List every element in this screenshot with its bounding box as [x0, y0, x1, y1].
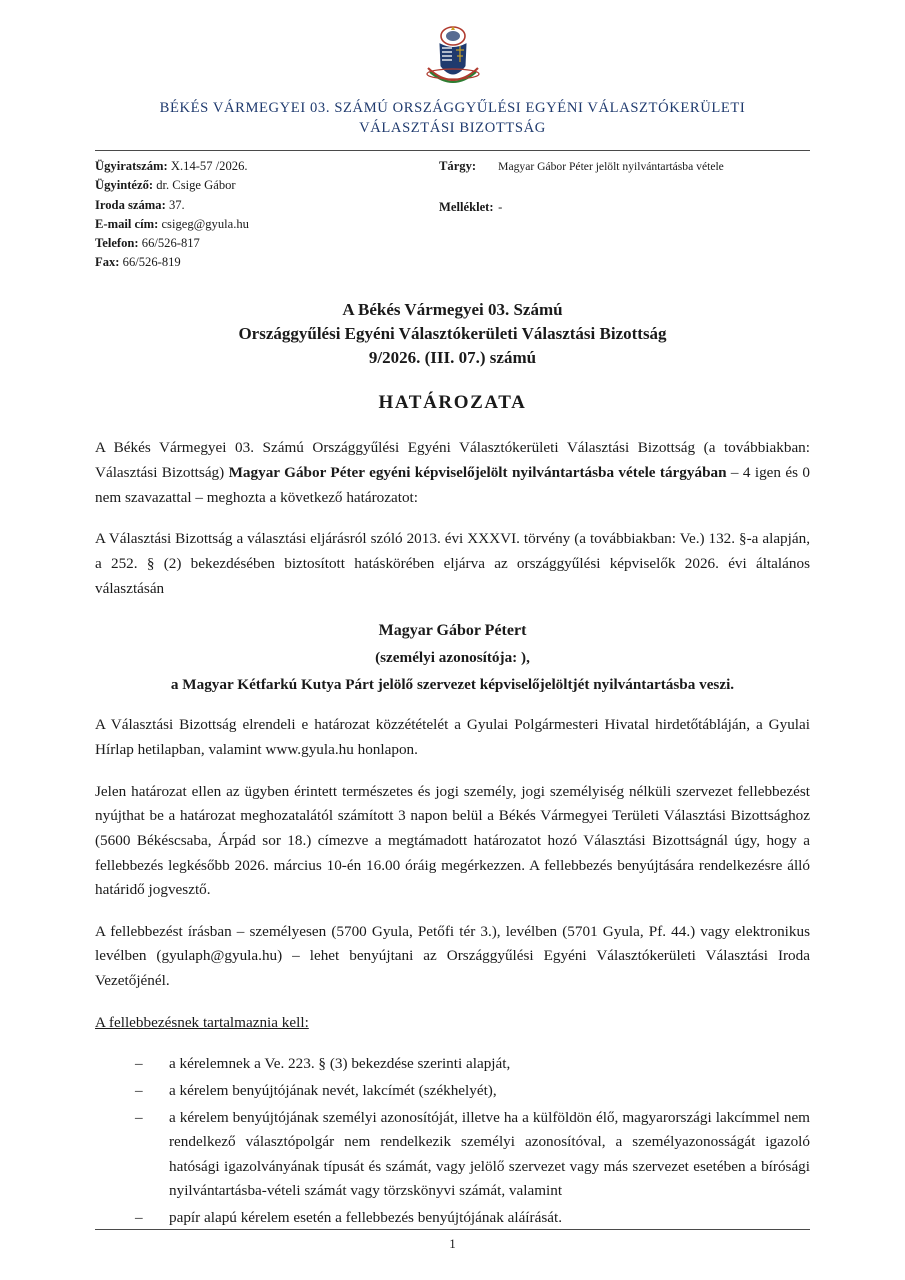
paragraph-legal-basis: A Választási Bizottság a választási eljárásról szóló 2013. évi XXXVI. törvény (a továbbiakban: Ve.) 132. §-a alapján, a 252. § (2) bekezdésében biztosított hatáskörében eljárva az országgyűlési képviselők 2026. évi általános választásán — [95, 530, 810, 597]
subject-value: Magyar Gábor Péter jelölt nyilvántartásba vétele — [498, 160, 724, 174]
title-line-2: Országgyűlési Egyéni Választókerületi Választási Bizottság — [238, 324, 667, 344]
candidate-personal-id: (személyi azonosítója: ), — [375, 649, 530, 667]
paragraph-intro-part1: A Békés Vármegyei 03. Számú Országgyűlési Egyéni Választókerületi Választási Bizottság (a továbbiakban: Választási Bizottság) — [95, 439, 810, 482]
document-title — [95, 298, 810, 370]
paragraph-submission-part1: A fellebbezést írásban – személyesen (5700 Gyula, Petőfi tér 3.), levélben (5701 Gyula, Pf. 44.) vagy elektronikus levélben ( — [95, 922, 810, 965]
organization-line-1: BÉKÉS VÁRMEGYEI 03. SZÁMÚ ORSZÁGGYŰLÉSI EGYÉNI VÁLASZTÓKERÜLETI — [159, 100, 746, 116]
handler-value: dr. Csige Gábor — [156, 178, 236, 193]
page-footer — [95, 1229, 810, 1252]
phone-label: Telefon: — [95, 235, 139, 250]
list-item: – papír alapú kérelem esetén a fellebbezés benyújtójának aláírását. — [135, 1206, 810, 1231]
candidate-name: Magyar Gábor Pétert — [378, 622, 527, 640]
footer-divider — [95, 1229, 810, 1230]
fax-row — [95, 253, 425, 272]
office-label: Iroda száma: — [95, 197, 166, 212]
phone-row — [95, 234, 425, 253]
subject-label: Tárgy: — [439, 159, 477, 174]
document-body — [95, 436, 810, 1230]
hungarian-coat-of-arms-icon — [420, 22, 486, 96]
office-value: 37. — [168, 197, 185, 212]
paragraph-appeal: Jelen határozat ellen az ügyben érintett természetes és jogi személy, jogi személyiség nélküli szervezet fellebbezést nyújthat be a határozat meghozatalától számított 3 napon belül a Békés Vármegyei Területi Választási Bizottsághoz (5600 Békéscsaba, Árpád sor 18.) címezve a megtámadott határozatot hozó Választási Bizottságnál úgy, hogy a fellebbezés legkésőbb 2026. március 10-én 16.00 óráig megérkezzen. A fellebbezés benyújtására rendelkezésre álló határidő jogvesztő. — [95, 782, 810, 899]
appeal-email-link[interactable]: gyulaph@gyula.hu — [161, 947, 278, 965]
attachment-label: Melléklet: — [439, 200, 494, 215]
phone-value: 66/526-817 — [141, 235, 200, 250]
case-number-row — [95, 157, 425, 176]
fax-value: 66/526-819 — [122, 254, 181, 269]
list-item: – a kérelem benyújtójának nevét, lakcímét (székhelyét), — [135, 1079, 810, 1104]
appeal-requirements-heading: A fellebbezésnek tartalmaznia kell: — [95, 1013, 309, 1031]
case-number-value: X.14-57 /2026. — [170, 159, 248, 174]
paragraph-intro — [95, 436, 810, 510]
paragraph-intro-bold: Magyar Gábor Péter egyéni képviselőjelölt nyilvántartásba vétele tárgyában — [228, 464, 727, 482]
email-label: E-mail cím: — [95, 216, 159, 231]
handler-label: Ügyintéző: — [95, 178, 154, 193]
organization-title — [95, 98, 810, 138]
page-number: 1 — [449, 1236, 456, 1251]
paragraph-intro-part2: – 4 igen és 0 nem szavazattal – meghozta a következő határozatot: — [95, 464, 810, 506]
email-value[interactable]: csigeg@gyula.hu — [161, 216, 249, 231]
candidate-block — [95, 618, 810, 697]
office-row — [95, 196, 425, 215]
title-line-3: 9/2026. (III. 07.) számú — [368, 348, 537, 368]
title-line-1: A Békés Vármegyei 03. Számú — [342, 300, 563, 320]
paragraph-submission-part2: ) – lehet benyújtani az Országgyűlési Egyéni Választókerületi Választási Iroda Vezetőjénél. — [95, 947, 810, 989]
header-divider — [95, 150, 810, 151]
list-item: – a kérelem benyújtójának személyi azonosítóját, illetve ha a külföldön élő, magyarországi lakcímmel nem rendelkező választópolgár nem rendelkezik személyi azonosítóval, a személyazonosságát igazoló hatósági igazolványának típusát és számát, vagy jelölő szervezet vagy más szervezet esetében a bírósági nyilvántartásba-vételi számát vagy törzskönyvi számát, valamint — [135, 1106, 810, 1205]
paragraph-submission — [95, 920, 810, 994]
paragraph-publication: A Választási Bizottság elrendeli e határozat közzétételét a Gyulai Polgármesteri Hivatal hirdetőtábláján, a Gyulai Hírlap hetilapban, valamint www.gyula.hu honlapon. — [95, 716, 810, 758]
attachment-row — [439, 198, 810, 217]
organization-line-2: VÁLASZTÁSI BIZOTTSÁG — [359, 120, 546, 137]
meta-right-column — [425, 157, 810, 272]
attachment-value: - — [498, 200, 503, 215]
list-item: – a kérelemnek a Ve. 223. § (3) bekezdése szerinti alapját, — [135, 1052, 810, 1077]
coat-of-arms-wrap — [95, 22, 810, 96]
fax-label: Fax: — [95, 254, 120, 269]
handler-row — [95, 176, 425, 195]
meta-left-column — [95, 157, 425, 272]
candidate-party: a Magyar Kétfarkú Kutya Párt jelölő szervezet képviselőjelöltjét nyilvántartásba veszi. — [170, 675, 735, 693]
decision-heading: HATÁROZATA — [378, 392, 527, 414]
meta-block — [95, 157, 810, 272]
appeal-requirements-list — [95, 1052, 810, 1230]
case-number-label: Ügyiratszám: — [95, 159, 168, 174]
email-row — [95, 215, 425, 234]
subject-row — [439, 157, 810, 176]
